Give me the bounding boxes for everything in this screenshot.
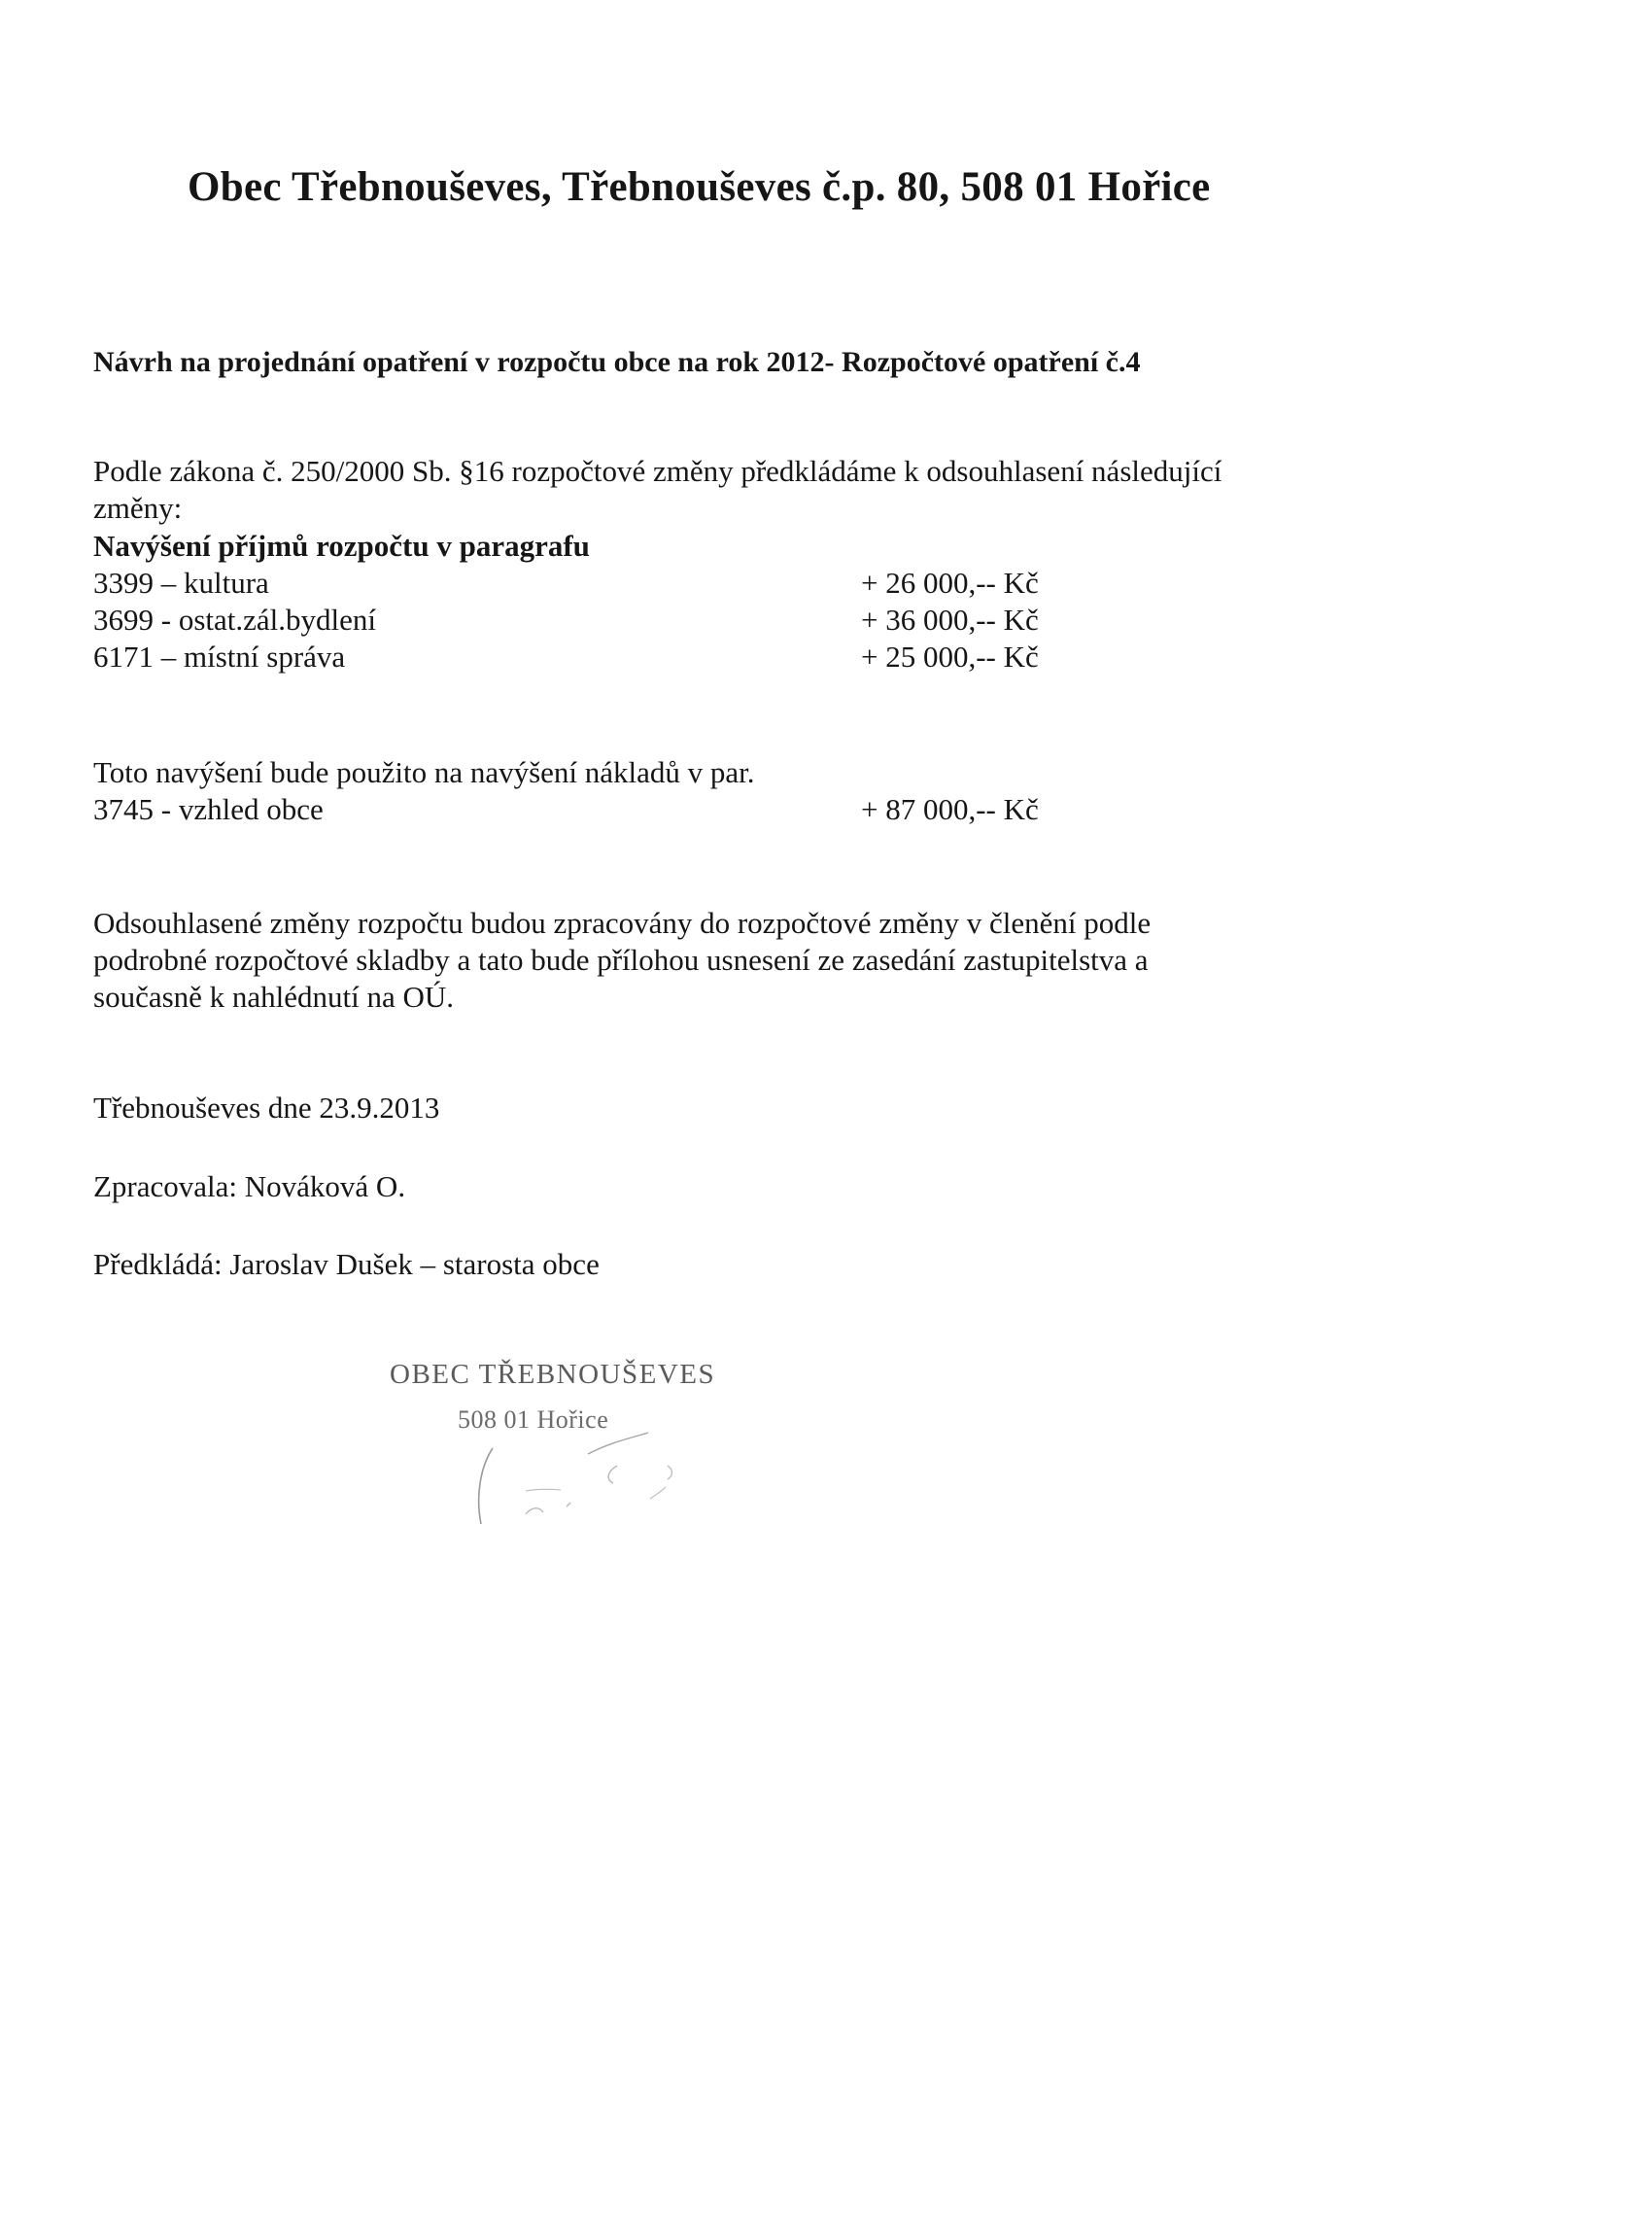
- closing-paragraph: [93, 905, 1308, 1016]
- income-row-amount: + 25 000,-- Kč: [861, 640, 1039, 674]
- closing-line: Odsouhlasené změny rozpočtu budou zpracovány do rozpočtové změny v členění podle: [93, 906, 1152, 940]
- closing-line: současně k nahlédnutí na OÚ.: [93, 980, 455, 1014]
- income-row-amount: + 36 000,-- Kč: [861, 603, 1039, 637]
- income-row-amount: + 26 000,-- Kč: [861, 566, 1039, 600]
- prepared-by: Zpracovala: Nováková O.: [93, 1169, 406, 1203]
- document-heading: Obec Třebnouševes, Třebnouševes č.p. 80, 508 01 Hořice: [188, 164, 1211, 210]
- income-row: [93, 565, 1114, 602]
- expense-row: [93, 791, 1114, 828]
- place-date: Třebnouševes dne 23.9.2013: [93, 1091, 440, 1125]
- intro-line: změny:: [93, 491, 183, 525]
- expense-intro: Toto navýšení bude použito na navýšení nákladů v par.: [93, 755, 755, 789]
- expense-row-amount: + 87 000,-- Kč: [861, 792, 1039, 826]
- income-row-label: 3699 - ostat.zál.bydlení: [93, 603, 376, 637]
- document-subject: Návrh na projednání opatření v rozpočtu obce na rok 2012- Rozpočtové opatření č.4: [93, 346, 1141, 378]
- municipal-stamp: [384, 1359, 716, 1543]
- closing-line: podrobné rozpočtové skladby a tato bude přílohou usnesení ze zasedání zastupitelstva a: [93, 943, 1149, 977]
- handwritten-signature: [442, 1398, 695, 1534]
- stamp-line: OBEC TŘEBNOUŠEVES: [390, 1359, 716, 1390]
- expense-row-label: 3745 - vzhled obce: [93, 792, 324, 826]
- income-row-label: 6171 – místní správa: [93, 640, 346, 674]
- income-row: [93, 602, 1114, 639]
- stamp-line: 508 01 Hořice: [458, 1405, 609, 1434]
- income-heading: Navýšení příjmů rozpočtu v paragrafu: [93, 529, 590, 563]
- intro-line: Podle zákona č. 250/2000 Sb. §16 rozpočtové změny předkládáme k odsouhlasení následující: [93, 454, 1222, 488]
- income-row-label: 3399 – kultura: [93, 566, 269, 600]
- submitted-by: Předkládá: Jaroslav Dušek – starosta obce: [93, 1247, 600, 1281]
- income-row: [93, 639, 1114, 676]
- intro-paragraph: [93, 453, 1308, 527]
